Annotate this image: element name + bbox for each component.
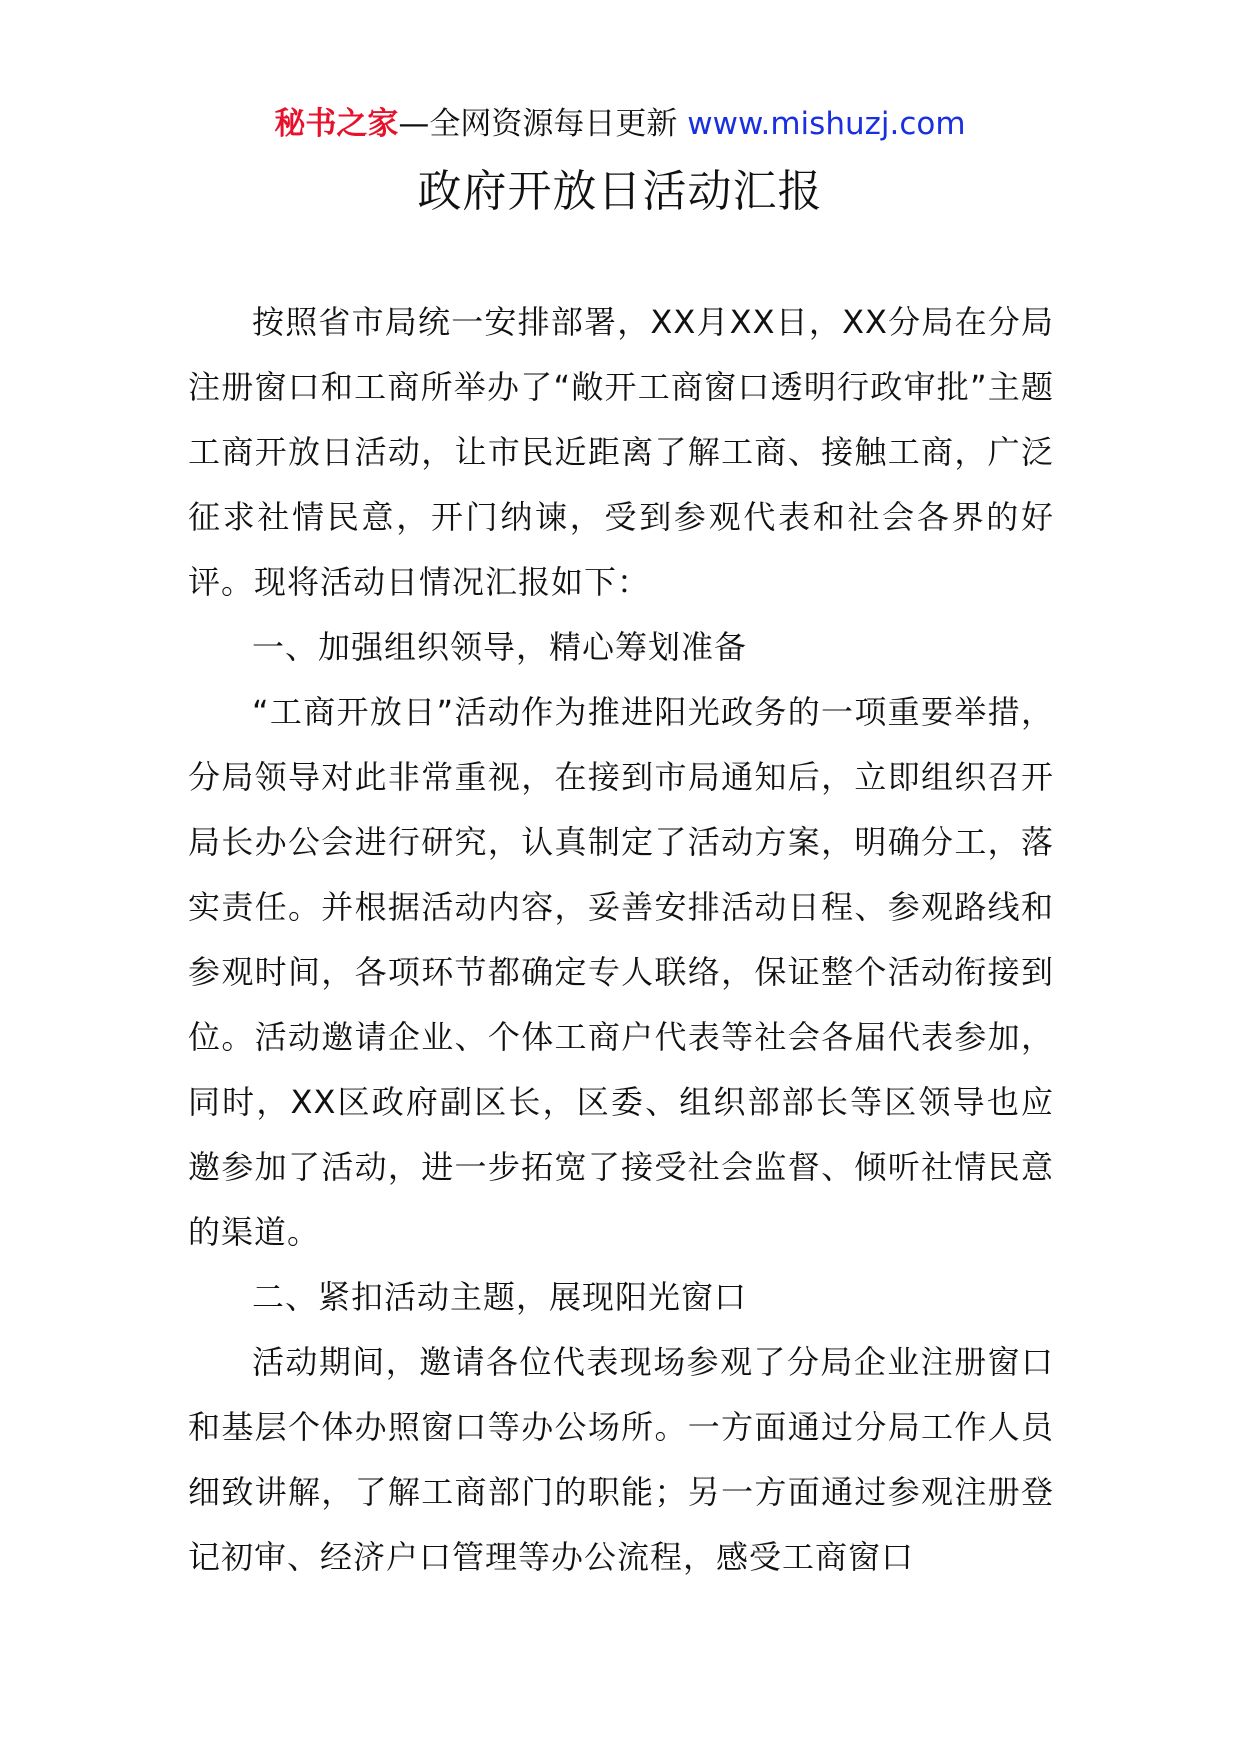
paragraph-section-2: 活动期间，邀请各位代表现场参观了分局企业注册窗口和基层个体办照窗口等办公场所。一方面通过分局工作人员细致讲解，了解工商部门的职能；另一方面通过参观注册登记初审、经济户口管理等办公流程，感受工商窗口 [188,1343,1054,1576]
paragraph-intro: 按照省市局统一安排部署，XX月XX日，XX分局在分局注册窗口和工商所举办了“敞开工商窗口透明行政审批”主题工商开放日活动，让市民近距离了解工商、接触工商，广泛征求社情民意，开门纳谏，受到参观代表和社会各界的好评。现将活动日情况汇报如下： [188,303,1054,601]
brand-name: 秘书之家 [274,106,399,142]
watermark-header [0,102,1240,146]
section-heading-1: 一、加强组织领导，精心筹划准备 [252,628,748,666]
document-title: 政府开放日活动汇报 [417,166,823,217]
section-heading-2: 二、紧扣活动主题，展现阳光窗口 [252,1278,748,1316]
site-url-link[interactable]: www.mishuzj.com [687,106,966,142]
header-tagline: —全网资源每日更新 [398,106,688,142]
document-body [188,290,1054,1590]
paragraph-section-1: “工商开放日”活动作为推进阳光政务的一项重要举措，分局领导对此非常重视，在接到市局通知后，立即组织召开局长办公会进行研究，认真制定了活动方案，明确分工，落实责任。并根据活动内容，妥善安排活动日程、参观路线和参观时间，各项环节都确定专人联络，保证整个活动衔接到位。活动邀请企业、个体工商户代表等社会各届代表参加，同时，XX区政府副区长，区委、组织部部长等区领导也应邀参加了活动，进一步拓宽了接受社会监督、倾听社情民意的渠道。 [188,693,1054,1251]
